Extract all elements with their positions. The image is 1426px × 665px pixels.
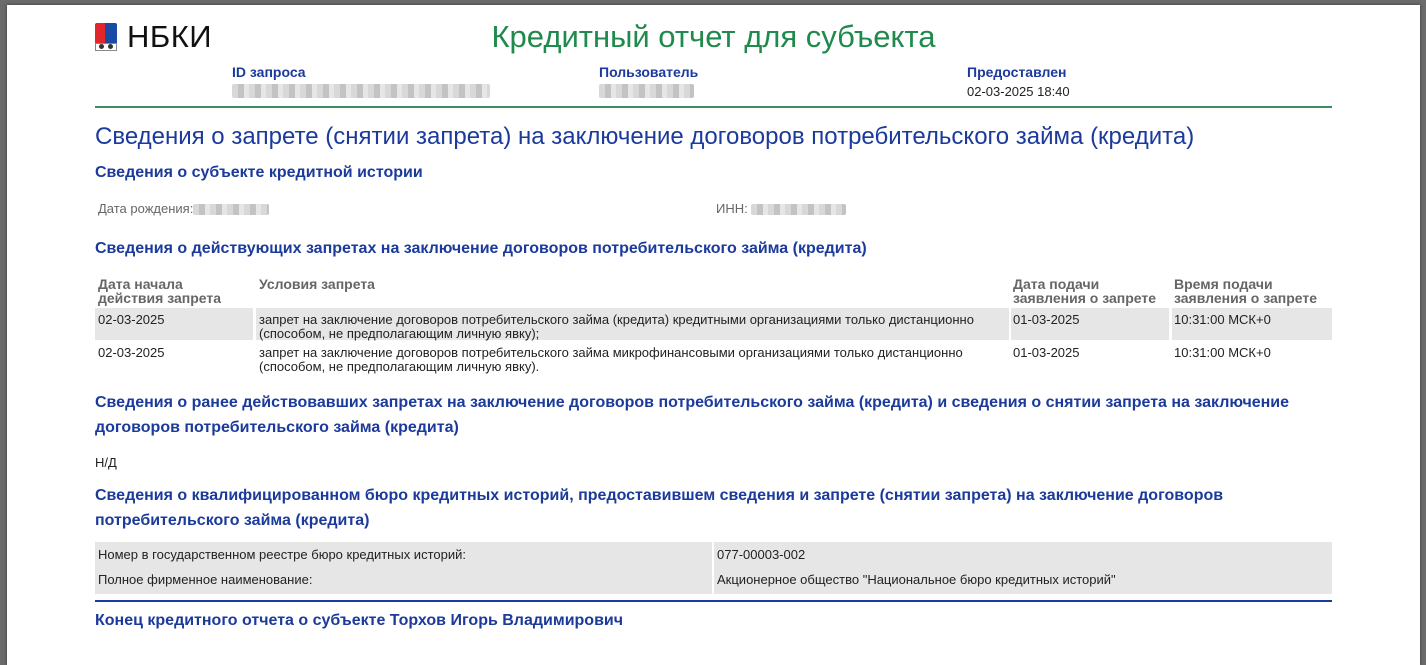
logo-text: НБКИ bbox=[127, 19, 213, 54]
bureau-reg-label: Номер в государственном реестре бюро кредитных историй: bbox=[98, 547, 466, 562]
inn-row bbox=[716, 201, 846, 216]
previous-bans-heading-line2: договоров потребительского займа (кредита) bbox=[95, 419, 459, 436]
col-application-time: Время подачи заявления о запрете bbox=[1174, 276, 1318, 306]
report-title: Кредитный отчет для субъекта bbox=[491, 19, 936, 54]
header-divider bbox=[95, 106, 1332, 108]
col-condition: Условия запрета bbox=[259, 276, 375, 292]
row1-start: 02-03-2025 bbox=[98, 312, 165, 327]
bureau-name-label: Полное фирменное наименование: bbox=[98, 572, 313, 587]
bureau-heading-line2: потребительского займа (кредита) bbox=[95, 512, 370, 529]
subject-heading: Сведения о субъекте кредитной истории bbox=[95, 164, 423, 181]
row2-time: 10:31:00 МСК+0 bbox=[1174, 345, 1271, 360]
user-value-redacted bbox=[599, 84, 694, 103]
provided-label: Предоставлен bbox=[967, 64, 1067, 80]
report-page bbox=[7, 5, 1420, 665]
previous-bans-heading-line1: Сведения о ранее действовавших запретах на заключение договоров потребительского займа (кредита) и сведения о снятии запрета на заключение bbox=[95, 394, 1290, 411]
footer-divider bbox=[95, 600, 1332, 602]
row1-condition: запрет на заключение договоров потребительского займа (кредита) кредитными организациями только дистанционно (способом, не предполагающим личную явку); bbox=[259, 312, 974, 341]
previous-bans-value: Н/Д bbox=[95, 455, 117, 470]
row1-date: 01-03-2025 bbox=[1013, 312, 1080, 327]
bureau-heading-line1: Сведения о квалифицированном бюро кредитных историй, предоставившем сведения и запрете (снятии запрета) на заключение договоров bbox=[95, 487, 1224, 504]
row1-time: 10:31:00 МСК+0 bbox=[1174, 312, 1271, 327]
main-title: Сведения о запрете (снятии запрета) на заключение договоров потребительского займа (кредита) bbox=[95, 123, 1195, 150]
col-start-date: Дата начала действия запрета bbox=[98, 276, 222, 306]
active-bans-heading: Сведения о действующих запретах на заключение договоров потребительского займа (кредита) bbox=[95, 240, 867, 257]
col-application-date: Дата подачи заявления о запрете bbox=[1013, 276, 1157, 306]
request-id-value-redacted bbox=[232, 84, 490, 103]
bureau-name-value: Акционерное общество "Национальное бюро кредитных историй" bbox=[717, 572, 1116, 587]
row2-condition: запрет на заключение договоров потребительского займа микрофинансовыми организациями только дистанционно (способом, не предполагающим личную явку). bbox=[259, 345, 963, 374]
report-end-text: Конец кредитного отчета о субъекте Торхов Игорь Владимирович bbox=[95, 612, 624, 629]
provided-value: 02-03-2025 18:40 bbox=[967, 84, 1070, 99]
birth-date-label: Дата рождения: bbox=[98, 201, 194, 216]
row2-date: 01-03-2025 bbox=[1013, 345, 1080, 360]
user-label: Пользователь bbox=[599, 64, 699, 80]
bureau-reg-value: 077-00003-002 bbox=[717, 547, 806, 562]
request-id-label: ID запроса bbox=[232, 64, 306, 80]
birth-date-row bbox=[98, 201, 269, 216]
inn-label: ИНН: bbox=[716, 201, 748, 216]
birth-date-redacted bbox=[193, 204, 269, 215]
inn-redacted bbox=[751, 204, 846, 215]
row2-start: 02-03-2025 bbox=[98, 345, 165, 360]
